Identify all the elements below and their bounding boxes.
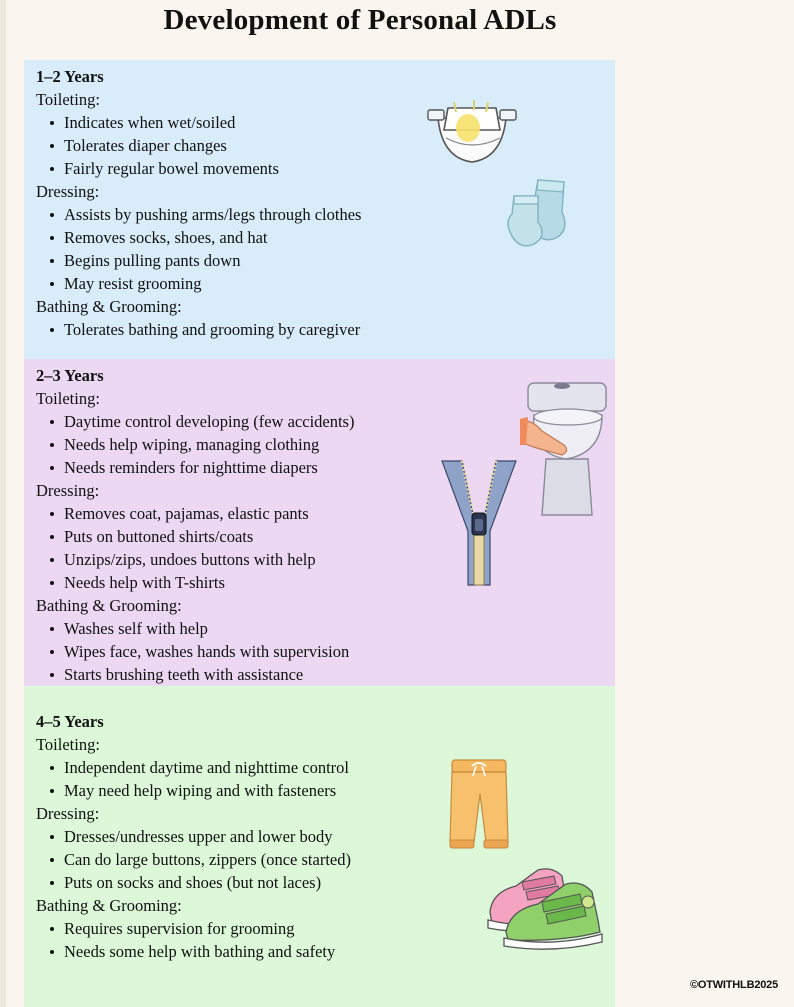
list-item: Fairly regular bowel movements [36,157,615,180]
list-item: Starts brushing teeth with assistance [36,663,615,686]
item-list [36,617,615,686]
list-item: Removes coat, pajamas, elastic pants [36,502,615,525]
list-item: Needs help with T-shirts [36,571,615,594]
diaper-icon [424,96,520,166]
list-item: Daytime control developing (few accidents) [36,410,615,433]
list-item: Wipes face, washes hands with supervision [36,640,615,663]
category-label: Bathing & Grooming: [36,896,182,915]
category-label: Bathing & Grooming: [36,297,182,316]
list-item: Can do large buttons, zippers (once started) [36,848,615,871]
section-4-5-years [24,686,615,1007]
baby-socks-icon [504,172,594,252]
list-item: Tolerates diaper changes [36,134,615,157]
list-item: May need help wiping and with fasteners [36,779,615,802]
list-item: May resist grooming [36,272,615,295]
category-label: Toileting: [36,389,100,408]
list-item: Puts on buttoned shirts/coats [36,525,615,548]
list-item: Independent daytime and nighttime control [36,756,615,779]
list-item: Assists by pushing arms/legs through clothes [36,203,615,226]
list-item: Begins pulling pants down [36,249,615,272]
copyright-text: ©OTWITHLB2025 [689,979,778,991]
toilet-flush-icon [520,375,610,525]
zipper-icon [438,459,520,589]
item-list [36,756,615,802]
item-list [36,111,615,180]
age-heading: 4–5 Years [36,712,104,731]
age-heading: 2–3 Years [36,366,104,385]
sneakers-icon [482,862,610,954]
list-item: Indicates when wet/soiled [36,111,615,134]
list-item: Tolerates bathing and grooming by caregiver [36,318,615,341]
category-label: Dressing: [36,182,100,201]
list-item: Washes self with help [36,617,615,640]
list-item: Puts on socks and shoes (but not laces) [36,871,615,894]
page-title: Development of Personal ADLs [163,4,557,36]
list-item: Needs some help with bathing and safety [36,940,615,963]
category-label: Toileting: [36,90,100,109]
pants-icon [446,758,512,854]
category-label: Bathing & Grooming: [36,596,182,615]
list-item: Needs help wiping, managing clothing [36,433,615,456]
section-2-3-years [24,359,615,686]
page-edge [0,0,6,1007]
list-item: Requires supervision for grooming [36,917,615,940]
list-item: Needs reminders for nighttime diapers [36,456,615,479]
category-label: Dressing: [36,804,100,823]
section-1-2-years [24,60,615,359]
category-label: Toileting: [36,735,100,754]
list-item: Removes socks, shoes, and hat [36,226,615,249]
age-heading: 1–2 Years [36,67,104,86]
list-item: Dresses/undresses upper and lower body [36,825,615,848]
item-list [36,318,615,341]
category-label: Dressing: [36,481,100,500]
list-item: Unzips/zips, undoes buttons with help [36,548,615,571]
